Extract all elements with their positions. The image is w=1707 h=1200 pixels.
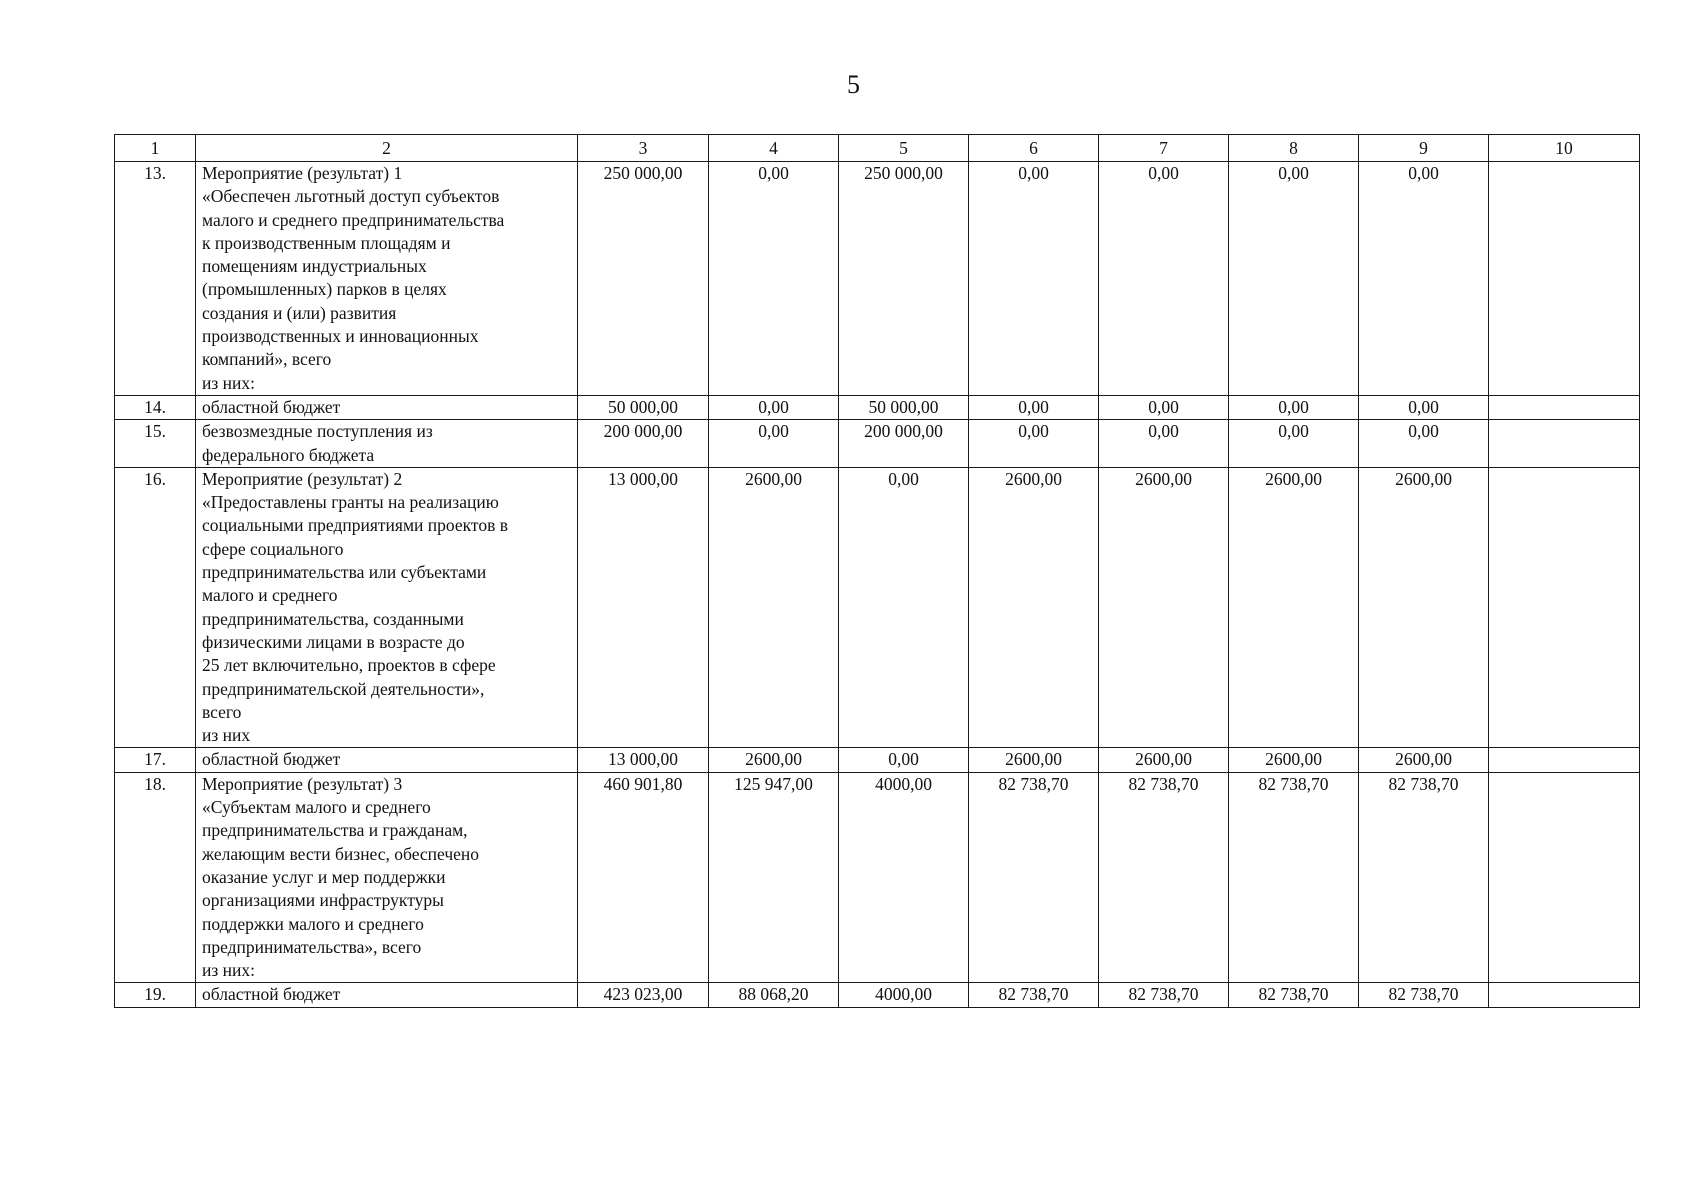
description-line: Мероприятие (результат) 3 xyxy=(202,773,403,794)
table-row xyxy=(115,467,1640,748)
value-cell: 0,00 xyxy=(1229,162,1359,396)
value-cell: 0,00 xyxy=(1229,420,1359,468)
value-cell: 2600,00 xyxy=(1229,467,1359,748)
row-number: 19. xyxy=(115,983,196,1007)
value-cell xyxy=(1489,162,1640,396)
header-row xyxy=(115,135,1640,162)
value-cell: 250 000,00 xyxy=(578,162,709,396)
value-cell: 0,00 xyxy=(969,162,1099,396)
header-cell: 6 xyxy=(969,135,1099,162)
description-line: социальными предприятиями проектов в xyxy=(202,515,508,536)
value-cell xyxy=(1489,748,1640,772)
table-row xyxy=(115,395,1640,419)
value-cell: 88 068,20 xyxy=(709,983,839,1007)
value-cell: 82 738,70 xyxy=(969,983,1099,1007)
value-cell: 2600,00 xyxy=(1359,748,1489,772)
value-cell: 82 738,70 xyxy=(969,772,1099,983)
value-cell: 4000,00 xyxy=(839,983,969,1007)
value-cell: 2600,00 xyxy=(1099,748,1229,772)
value-cell: 13 000,00 xyxy=(578,748,709,772)
value-cell xyxy=(1489,467,1640,748)
description-line: из них: xyxy=(202,372,255,393)
header-cell: 4 xyxy=(709,135,839,162)
value-cell: 50 000,00 xyxy=(578,395,709,419)
value-cell: 250 000,00 xyxy=(839,162,969,396)
description-line: «Предоставлены гранты на реализацию xyxy=(202,492,499,513)
description-line: из них: xyxy=(202,960,255,981)
header-cell: 9 xyxy=(1359,135,1489,162)
row-description xyxy=(196,748,578,772)
header-cell: 3 xyxy=(578,135,709,162)
description-line: производственных и инновационных xyxy=(202,326,479,347)
value-cell: 82 738,70 xyxy=(1229,772,1359,983)
description-line: 25 лет включительно, проектов в сфере xyxy=(202,655,496,676)
value-cell: 200 000,00 xyxy=(839,420,969,468)
value-cell: 0,00 xyxy=(1359,420,1489,468)
row-description xyxy=(196,772,578,983)
description-line: оказание услуг и мер поддержки xyxy=(202,866,446,887)
description-line: помещениям индустриальных xyxy=(202,256,427,277)
header-cell: 7 xyxy=(1099,135,1229,162)
value-cell: 82 738,70 xyxy=(1099,983,1229,1007)
row-number: 13. xyxy=(115,162,196,396)
value-cell: 125 947,00 xyxy=(709,772,839,983)
description-line: предпринимательской деятельности», xyxy=(202,678,485,699)
description-line: предпринимательства», всего xyxy=(202,936,422,957)
value-cell: 2600,00 xyxy=(1099,467,1229,748)
description-line: «Субъектам малого и среднего xyxy=(202,797,431,818)
value-cell: 82 738,70 xyxy=(1229,983,1359,1007)
row-description xyxy=(196,983,578,1007)
value-cell xyxy=(1489,983,1640,1007)
table-row xyxy=(115,420,1640,468)
description-line: предпринимательства и гражданам, xyxy=(202,820,468,841)
description-line: поддержки малого и среднего xyxy=(202,913,424,934)
description-line: из них xyxy=(202,725,251,746)
description-line: областной бюджет xyxy=(202,396,341,417)
description-line: желающим вести бизнес, обеспечено xyxy=(202,843,480,864)
value-cell: 0,00 xyxy=(1099,420,1229,468)
value-cell: 200 000,00 xyxy=(578,420,709,468)
value-cell: 2600,00 xyxy=(709,467,839,748)
value-cell: 460 901,80 xyxy=(578,772,709,983)
page-number: 5 xyxy=(847,70,860,99)
description-line: сфере социального xyxy=(202,538,344,559)
header-cell: 5 xyxy=(839,135,969,162)
value-cell: 0,00 xyxy=(1359,395,1489,419)
value-cell xyxy=(1489,395,1640,419)
row-number: 16. xyxy=(115,467,196,748)
value-cell: 0,00 xyxy=(1099,395,1229,419)
description-line: (промышленных) парков в целях xyxy=(202,279,447,300)
value-cell: 82 738,70 xyxy=(1359,983,1489,1007)
value-cell xyxy=(1489,772,1640,983)
description-line: безвозмездные поступления из xyxy=(202,421,433,442)
description-line: малого и среднего xyxy=(202,585,338,606)
description-line: создания и (или) развития xyxy=(202,302,397,323)
value-cell: 0,00 xyxy=(969,420,1099,468)
header-cell: 1 xyxy=(115,135,196,162)
row-description xyxy=(196,395,578,419)
value-cell: 423 023,00 xyxy=(578,983,709,1007)
value-cell: 0,00 xyxy=(839,467,969,748)
description-line: федерального бюджета xyxy=(202,444,375,465)
value-cell: 0,00 xyxy=(709,162,839,396)
description-line: областной бюджет xyxy=(202,749,341,770)
value-cell: 2600,00 xyxy=(969,748,1099,772)
value-cell xyxy=(1489,420,1640,468)
row-description xyxy=(196,467,578,748)
description-line: Мероприятие (результат) 1 xyxy=(202,163,403,183)
value-cell: 2600,00 xyxy=(969,467,1099,748)
row-number: 17. xyxy=(115,748,196,772)
header-cell: 10 xyxy=(1489,135,1640,162)
value-cell: 0,00 xyxy=(1359,162,1489,396)
row-description xyxy=(196,420,578,468)
table-row xyxy=(115,748,1640,772)
value-cell: 4000,00 xyxy=(839,772,969,983)
description-line: организациями инфраструктуры xyxy=(202,890,444,911)
value-cell: 0,00 xyxy=(839,748,969,772)
description-line: областной бюджет xyxy=(202,984,341,1005)
row-number: 18. xyxy=(115,772,196,983)
table-row xyxy=(115,162,1640,396)
value-cell: 13 000,00 xyxy=(578,467,709,748)
value-cell: 0,00 xyxy=(709,420,839,468)
description-line: физическими лицами в возрасте до xyxy=(202,631,465,652)
value-cell: 0,00 xyxy=(1229,395,1359,419)
row-number: 14. xyxy=(115,395,196,419)
row-number: 15. xyxy=(115,420,196,468)
value-cell: 0,00 xyxy=(1099,162,1229,396)
description-line: всего xyxy=(202,701,242,722)
description-line: Мероприятие (результат) 2 xyxy=(202,468,403,489)
value-cell: 50 000,00 xyxy=(839,395,969,419)
row-description xyxy=(196,162,578,396)
value-cell: 2600,00 xyxy=(709,748,839,772)
description-line: предпринимательства или субъектами xyxy=(202,562,487,583)
header-cell: 8 xyxy=(1229,135,1359,162)
value-cell: 2600,00 xyxy=(1359,467,1489,748)
table-row xyxy=(115,772,1640,983)
header-cell: 2 xyxy=(196,135,578,162)
description-line: «Обеспечен льготный доступ субъектов xyxy=(202,186,500,207)
description-line: компаний», всего xyxy=(202,349,332,370)
description-line: к производственным площадям и xyxy=(202,232,451,253)
table-row xyxy=(115,983,1640,1007)
value-cell: 0,00 xyxy=(969,395,1099,419)
budget-table xyxy=(114,134,1640,1008)
description-line: малого и среднего предпринимательства xyxy=(202,209,505,230)
value-cell: 82 738,70 xyxy=(1359,772,1489,983)
value-cell: 2600,00 xyxy=(1229,748,1359,772)
description-line: предпринимательства, созданными xyxy=(202,608,464,629)
value-cell: 82 738,70 xyxy=(1099,772,1229,983)
value-cell: 0,00 xyxy=(709,395,839,419)
